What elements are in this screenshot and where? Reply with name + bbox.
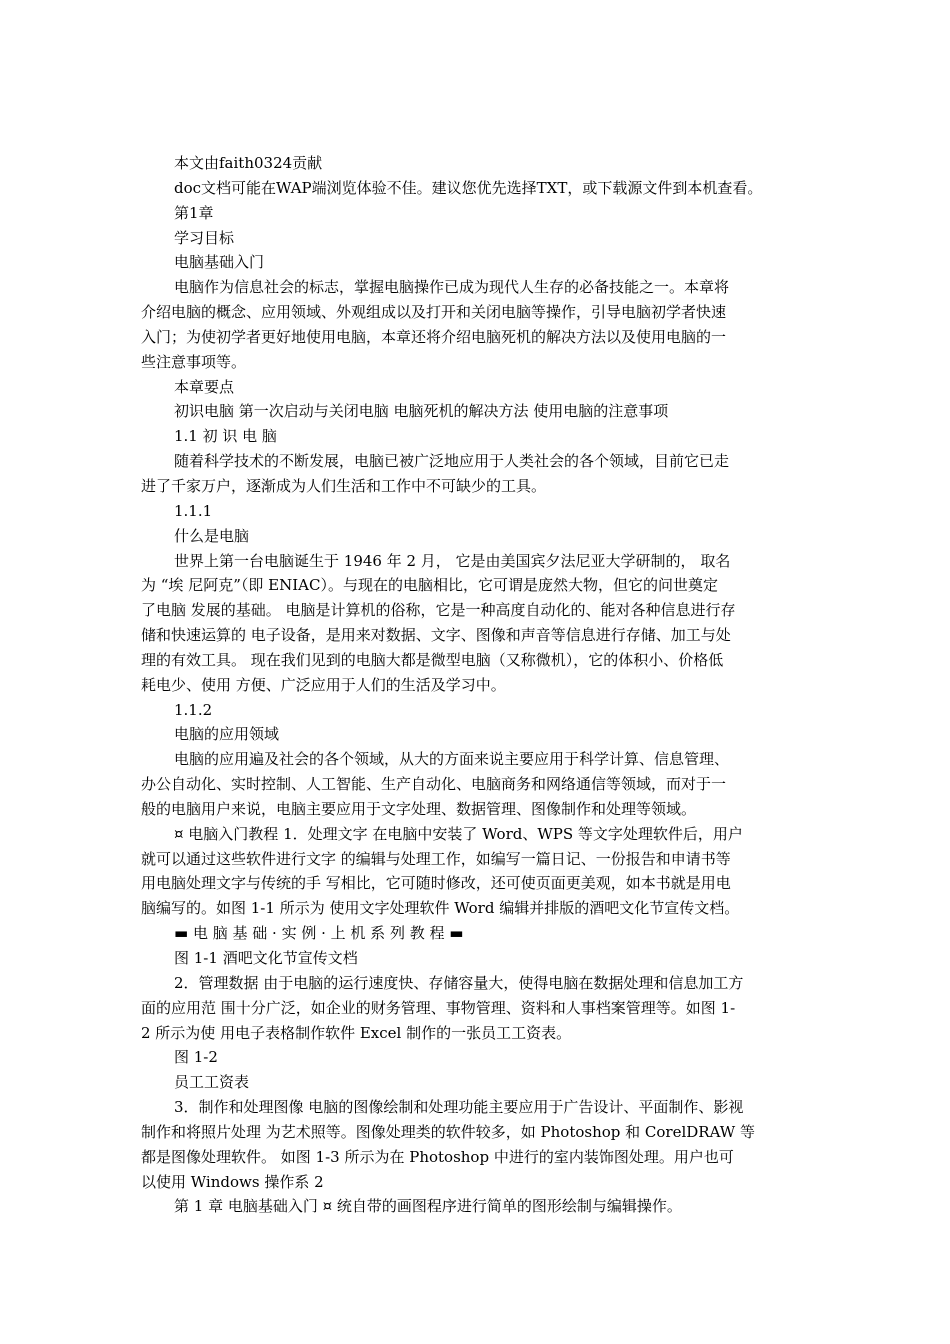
paragraph-line: 随着科学技术的不断发展，电脑已被广泛地应用于人类社会的各个领域，目前它已走	[174, 452, 730, 471]
section-heading-1-1: 1.1 初 识 电 脑	[174, 427, 277, 446]
paragraph-line: 3．制作和处理图像 电脑的图像绘制和处理功能主要应用于广告设计、平面制作、影视	[174, 1098, 744, 1117]
paragraph-line: 2．管理数据 由于电脑的运行速度快、存储容量大，使得电脑在数据处理和信息加工方	[174, 973, 744, 992]
paragraph-line: 耗电少、使用 方便、广泛应用于人们的生活及学习中。	[141, 675, 506, 694]
chapter-label: 第1章	[174, 203, 214, 222]
data-management-paragraph	[141, 971, 814, 1046]
paragraph-line: 都是图像处理软件。 如图 1-3 所示为在 Photoshop 中进行的室内装饰图处理。用户也可	[141, 1147, 734, 1166]
figure-caption-1-1: 图 1-1 酒吧文化节宣传文档	[174, 949, 358, 967]
word-processing-paragraph	[141, 822, 814, 921]
paragraph-line: 进了千家万户，逐渐成为人们生活和工作中不可缺少的工具。	[141, 476, 547, 495]
paragraph-line: 脑编写的。如图 1-1 所示为 使用文字处理软件 Word 编辑并排版的酒吧文化节宣传文档。	[141, 899, 740, 918]
paragraph-line: 世界上第一台电脑诞生于 1946 年 2 月， 它是由美国宾夕法尼亚大学研制的， 取名	[174, 551, 731, 570]
key-points-list: 初识电脑 第一次启动与关闭电脑 电脑死机的解决方法 使用电脑的注意事项	[174, 402, 669, 421]
document-body	[141, 151, 814, 1219]
banner-left-bracket-icon: ▬	[174, 924, 189, 943]
paragraph-line: 制作和将照片处理 为艺术照等。图像处理类的软件较多，如 Photoshop 和 CorelDRAW 等	[141, 1122, 755, 1141]
section-1-1-1-paragraph	[141, 549, 814, 698]
banner-right-bracket-icon: ▬	[449, 924, 464, 943]
paragraph-line: 电脑作为信息社会的标志，掌握电脑操作已成为现代人生存的必备技能之一。本章将	[174, 278, 730, 297]
paragraph-line: 储和快速运算的 电子设备，是用来对数据、文字、图像和声音等信息进行存储、加工与处	[141, 626, 731, 645]
paragraph-line: 理的有效工具。 现在我们见到的电脑大都是微型电脑（又称微机），它的体积小、价格低	[141, 650, 724, 669]
section-number-1-1-1: 1.1.1	[174, 501, 213, 520]
paragraph-line: 面的应用范 围十分广泛，如企业的财务管理、事物管理、资料和人事档案管理等。如图 1-	[141, 998, 736, 1017]
chapter-footer-line: 第 1 章 电脑基础入门 ¤ 统自带的画图程序进行简单的图形绘制与编辑操作。	[174, 1197, 682, 1216]
paragraph-line: 了电脑 发展的基础。 电脑是计算机的俗称，它是一种高度自动化的、能对各种信息进行存	[141, 601, 736, 620]
series-banner	[174, 921, 814, 946]
series-banner-text: 电 脑 基 础 · 实 例 · 上 机 系 列 教 程	[192, 924, 445, 943]
paragraph-line: 以使用 Windows 操作系 2	[141, 1172, 324, 1191]
paragraph-line: 2 所示为使 用电子表格制作软件 Excel 制作的一张员工工资表。	[141, 1023, 572, 1042]
intro-paragraph	[141, 275, 814, 374]
contributor-line: 本文由faith0324贡献	[174, 154, 323, 172]
image-processing-paragraph	[141, 1095, 814, 1194]
salary-table-caption: 员工工资表	[174, 1073, 250, 1092]
section-1-1-2-paragraph	[141, 747, 814, 822]
key-points-heading: 本章要点	[174, 377, 235, 396]
paragraph-line: 般的电脑用户来说，电脑主要应用于文字处理、数据管理、图像制作和处理等领域。	[141, 799, 697, 818]
paragraph-line: ¤ 电脑入门教程 1．处理文字 在电脑中安装了 Word、WPS 等文字处理软件后，用户	[174, 824, 743, 843]
paragraph-line: 介绍电脑的概念、应用领域、外观组成以及打开和关闭电脑等操作，引导电脑初学者快速	[141, 303, 727, 322]
paragraph-line: 电脑的应用遍及社会的各个领域，从大的方面来说主要应用于科学计算、信息管理、	[174, 750, 730, 769]
paragraph-line: 些注意事项等。	[141, 352, 247, 371]
learning-goals-heading: 学习目标	[174, 228, 235, 247]
chapter-title: 电脑基础入门	[174, 253, 265, 272]
section-heading-what-is-computer: 什么是电脑	[174, 526, 250, 545]
paragraph-line: 为 “埃 尼阿克”（即 ENIAC）。与现在的电脑相比，它可谓是庞然大物，但它的问世奠定	[141, 576, 718, 595]
section-1-1-paragraph	[141, 449, 814, 499]
paragraph-line: 办公自动化、实时控制、人工智能、生产自动化、电脑商务和网络通信等领域，而对于一	[141, 775, 727, 794]
figure-caption-1-2: 图 1-2	[174, 1048, 218, 1067]
section-heading-application-fields: 电脑的应用领域	[174, 725, 280, 744]
doc-notice-line: doc文档可能在WAP端浏览体验不佳。建议您优先选择TXT，或下载源文件到本机查看。	[174, 178, 763, 197]
paragraph-line: 就可以通过这些软件进行文字 的编辑与处理工作，如编写一篇日记、一份报告和申请书等	[141, 849, 731, 868]
paragraph-line: 用电脑处理文字与传统的手 写相比，它可随时修改，还可使页面更美观，如本书就是用电	[141, 874, 731, 893]
paragraph-line: 入门；为使初学者更好地使用电脑，本章还将介绍电脑死机的解决方法以及使用电脑的一	[141, 327, 727, 346]
section-number-1-1-2: 1.1.2	[174, 700, 213, 719]
